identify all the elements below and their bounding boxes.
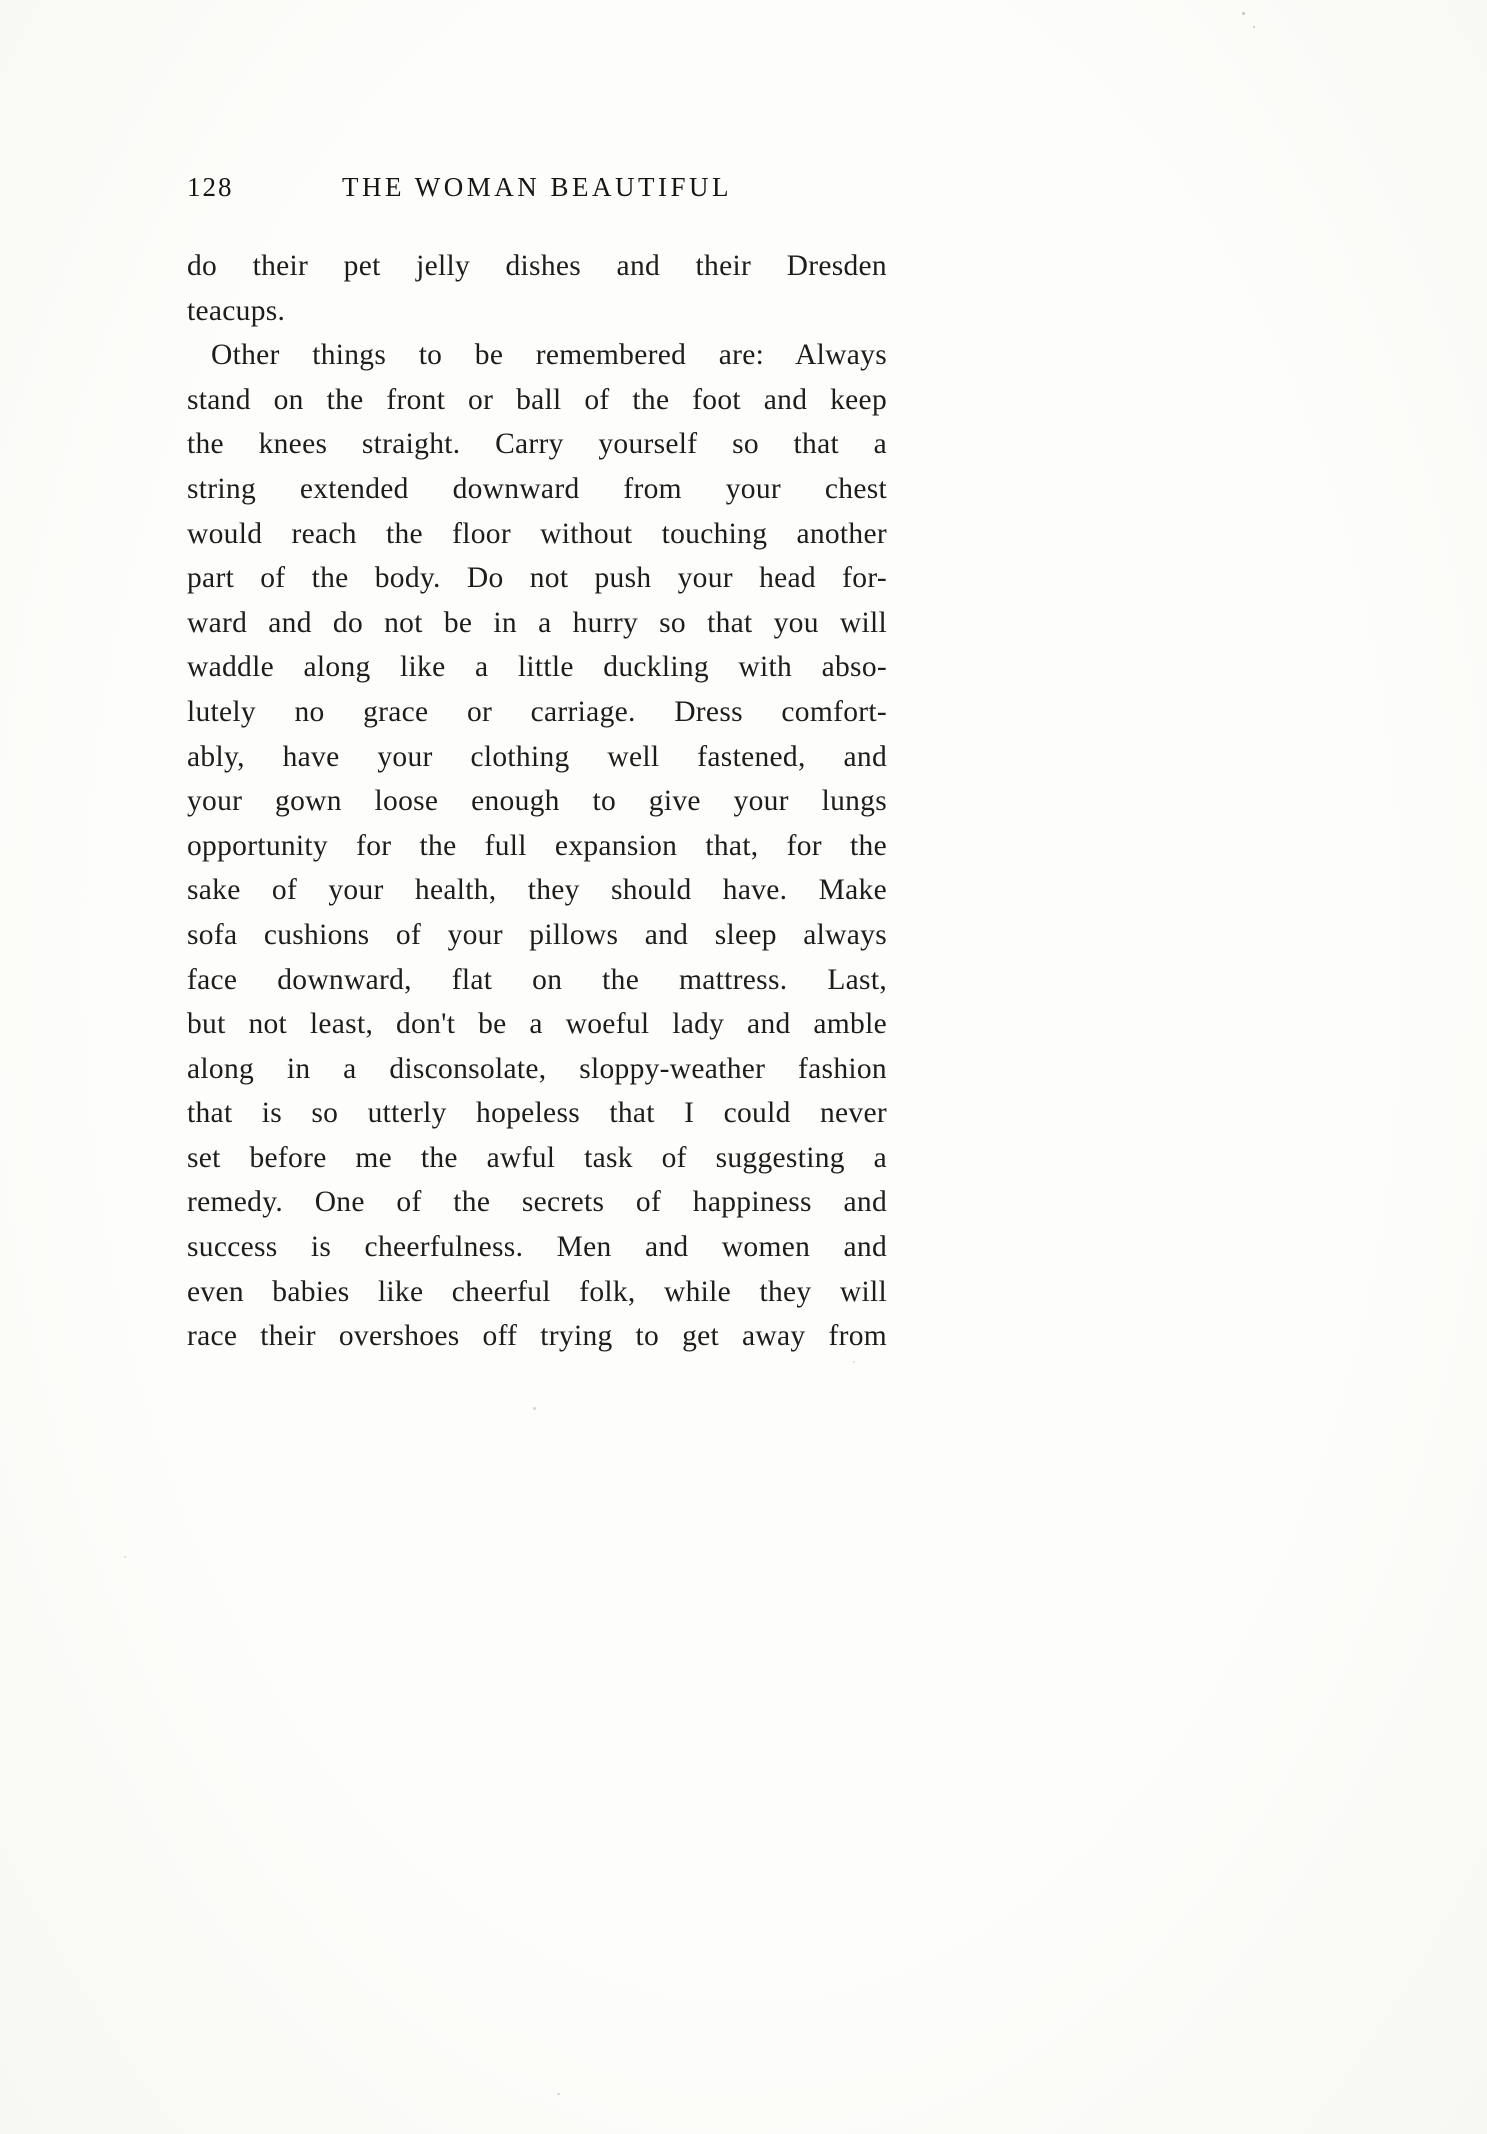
text-line: waddle along like a little duckling with abso- (187, 651, 887, 684)
text-line: teacups. (187, 294, 286, 327)
text-line: along in a disconsolate, sloppy-weather fashion (187, 1052, 887, 1085)
text-line: sake of your health, they should have. Make (187, 874, 887, 907)
text-line: opportunity for the full expansion that, for the (187, 829, 887, 862)
text-line: lutely no grace or carriage. Dress comfort- (187, 695, 887, 728)
text-line: set before me the awful task of suggesting a (187, 1141, 887, 1174)
text-line: your gown loose enough to give your lungs (187, 785, 887, 818)
text-line: ably, have your clothing well fastened, and (187, 740, 887, 773)
running-header (187, 172, 887, 218)
text-line: stand on the front or ball of the foot and keep (187, 383, 887, 416)
scan-speck (853, 1361, 855, 1363)
text-line: Other things to be remembered are: Always (211, 339, 887, 372)
text-line: would reach the floor without touching another (187, 517, 887, 550)
text-line: race their overshoes off trying to get away from (187, 1320, 887, 1353)
text-line: part of the body. Do not push your head for- (187, 562, 887, 595)
scan-speck (124, 1556, 126, 1558)
page-body (187, 244, 887, 1359)
scan-speck (533, 1407, 536, 1410)
text-line: remedy. One of the secrets of happiness and (187, 1186, 887, 1219)
scan-speck (1242, 12, 1245, 15)
page-number: 128 (187, 172, 234, 202)
scan-speck (557, 2093, 560, 2095)
text-line: do their pet jelly dishes and their Dresden (187, 250, 887, 282)
text-line: success is cheerfulness. Men and women and (187, 1231, 887, 1264)
text-block (187, 172, 887, 1359)
text-line: even babies like cheerful folk, while they will (187, 1275, 887, 1308)
text-line: but not least, don't be a woeful lady and amble (187, 1008, 887, 1041)
text-line: the knees straight. Carry yourself so that a (187, 428, 887, 461)
running-header-title: THE WOMAN BEAUTIFUL (342, 172, 732, 202)
text-line: face downward, flat on the mattress. Last, (187, 963, 887, 996)
text-line: sofa cushions of your pillows and sleep always (187, 918, 887, 951)
text-line: that is so utterly hopeless that I could never (187, 1097, 887, 1130)
scan-speck (1253, 26, 1255, 28)
text-line: string extended downward from your chest (187, 472, 887, 505)
text-line: ward and do not be in a hurry so that you will (187, 606, 887, 639)
